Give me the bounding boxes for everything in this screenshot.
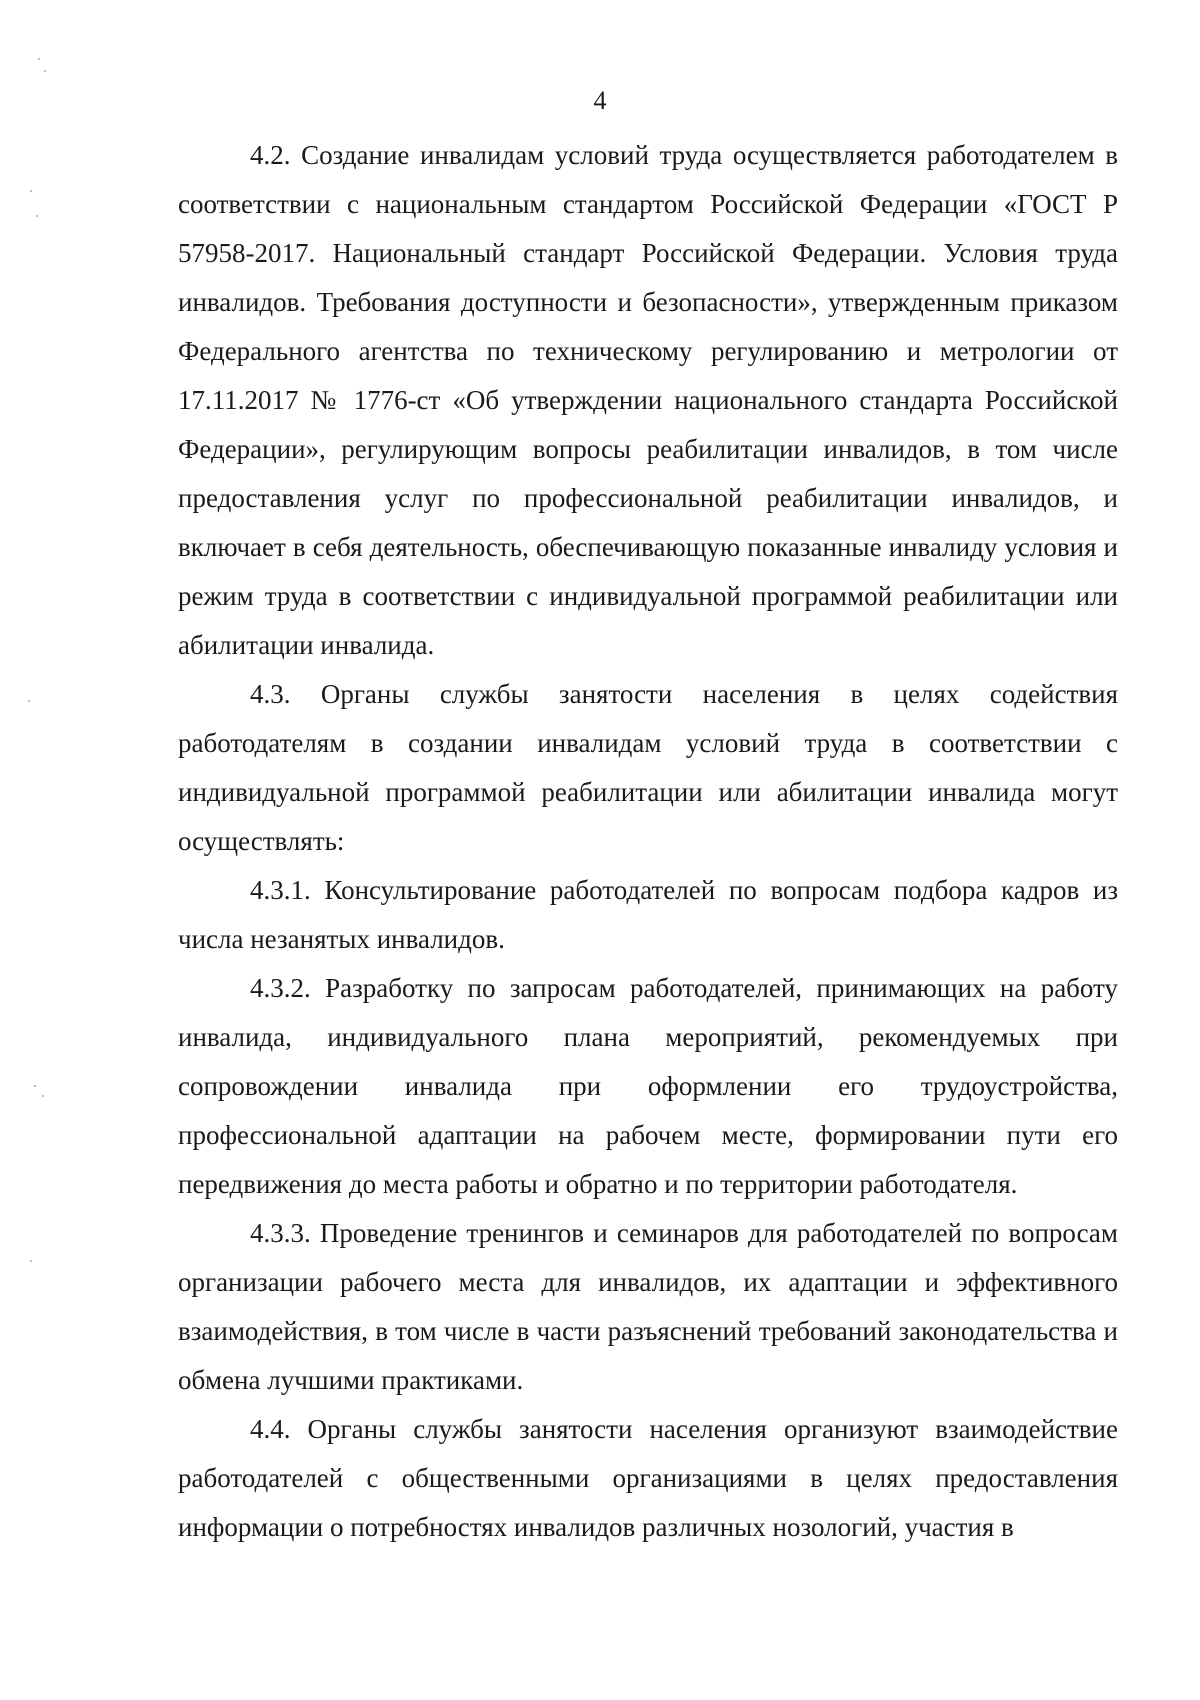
scan-speck (28, 700, 30, 702)
paragraph-4-3-2: 4.3.2. Разработку по запросам работодателей, принимающих на работу инвалида, индивидуального плана мероприятий, рекомендуемых при сопровождении инвалида при оформлении его трудоустройства, профессиональной адаптации на рабочем месте, формировании пути его передвижения до места работы и обратно и по территории работодателя. (178, 973, 1118, 1199)
scan-speck (42, 1095, 44, 1097)
scan-speck (30, 1260, 32, 1262)
scan-speck (44, 70, 46, 72)
scan-speck (38, 58, 40, 60)
scan-speck (30, 190, 32, 192)
page-number: 4 (593, 86, 607, 115)
document-body (178, 131, 1118, 1552)
paragraph-4-3-1: 4.3.1. Консультирование работодателей по вопросам подбора кадров из числа незанятых инвалидов. (178, 875, 1118, 954)
paragraph-4-3: 4.3. Органы службы занятости населения в целях содействия работодателям в создании инвалидам условий труда в соответствии с индивидуальной программой реабилитации или абилитации инвалида могут осуществлять: (178, 679, 1118, 856)
paragraph-4-2: 4.2. Создание инвалидам условий труда осуществляется работодателем в соответствии с национальным стандартом Российской Федерации «ГОСТ Р 57958-2017. Национальный стандарт Российской Федерации. Условия труда инвалидов. Требования доступности и безопасности», утвержденным приказом Федерального агентства по техническому регулированию и метрологии от 17.11.2017 № 1776-ст «Об утверждении национального стандарта Российской Федерации», регулирующим вопросы реабилитации инвалидов, в том числе предоставления услуг по профессиональной реабилитации инвалидов, и включает в себя деятельность, обеспечивающую показанные инвалиду условия и режим труда в соответствии с индивидуальной программой реабилитации или абилитации инвалида. (178, 140, 1118, 660)
scan-speck (34, 1085, 36, 1087)
paragraph-4-3-3: 4.3.3. Проведение тренингов и семинаров для работодателей по вопросам организации рабочего места для инвалидов, их адаптации и эффективного взаимодействия, в том числе в части разъяснений требований законодательства и обмена лучшими практиками. (178, 1218, 1118, 1395)
scan-speck (36, 215, 38, 217)
paragraph-4-4: 4.4. Органы службы занятости населения организуют взаимодействие работодателей с общественными организациями в целях предоставления информации о потребностях инвалидов различных нозологий, участия в (178, 1414, 1118, 1542)
